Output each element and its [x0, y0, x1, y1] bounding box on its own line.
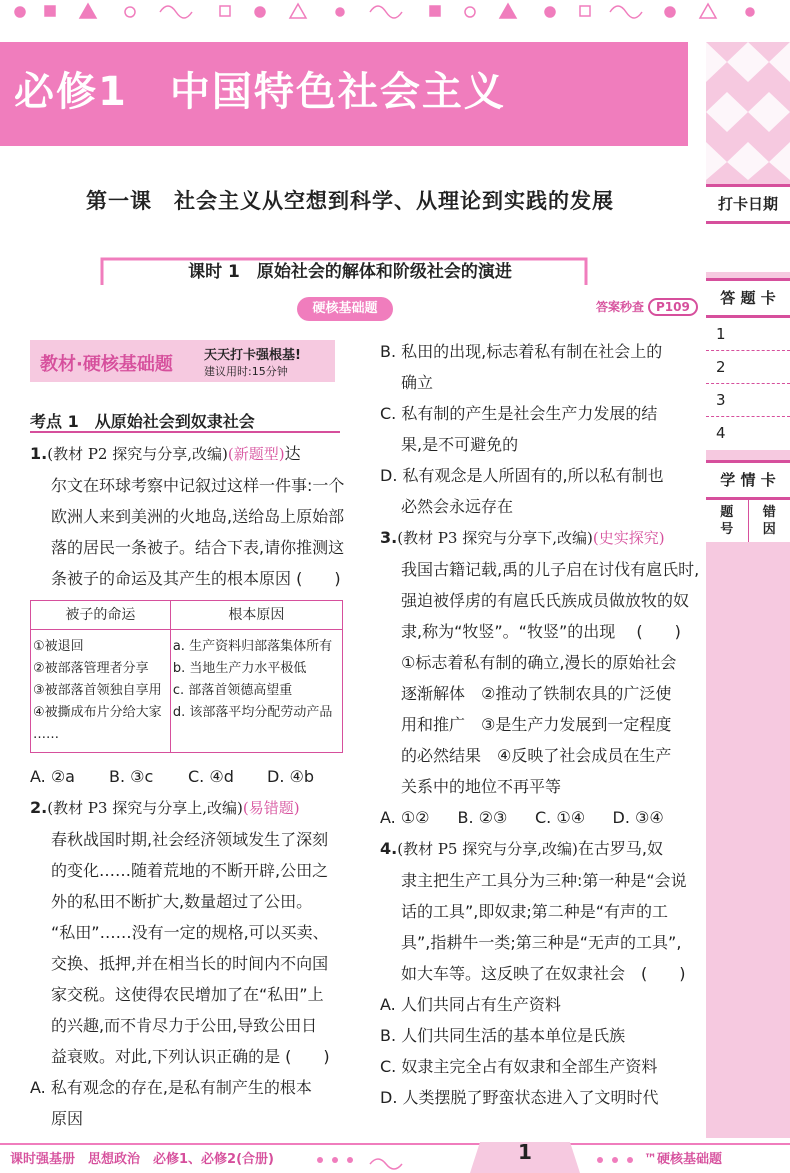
answer-check[interactable] — [596, 298, 698, 316]
answer-card-label: 答 题 卡 — [706, 281, 790, 318]
chapter-banner — [0, 42, 688, 146]
option-b[interactable]: B. 人们共同生活的基本单位是氏族 — [380, 1026, 626, 1045]
option-c[interactable]: C. ④d — [188, 767, 234, 786]
q1-options — [30, 761, 350, 792]
kaodian-title: 考点 1 从原始社会到奴隶社会 — [30, 412, 255, 431]
q-text: 的变化……随着荒地的不断开辟,公田之 — [51, 861, 329, 880]
study-card-columns — [706, 500, 790, 542]
option-c[interactable]: C. 私有制的产生是社会生产力发展的结 — [380, 404, 658, 423]
table-cell: ②被部落管理者分享 — [33, 661, 149, 676]
option-c[interactable]: C. ①④ — [535, 808, 586, 827]
option-b-cont: 确立 — [401, 373, 434, 392]
question-2 — [30, 792, 350, 1134]
top-decoration — [0, 0, 790, 32]
table-header: 被子的命运 — [31, 601, 171, 630]
q-source: (教材 P5 探究与分享,改编) — [397, 840, 578, 858]
q-text: 的必然结果 ④反映了社会成员在生产 — [401, 746, 672, 765]
section-title: 教材·硬核基础题 — [40, 354, 173, 375]
table-cell: c. 部落首领德高望重 — [172, 683, 293, 698]
checkin-box — [706, 184, 790, 272]
option-d[interactable]: D. 私有观念是人所固有的,所以私有制也 — [380, 466, 664, 485]
option-b[interactable]: B. ③c — [109, 767, 154, 786]
q-text: 达 — [284, 444, 301, 463]
q-text: 欧洲人来到美洲的火地岛,送给岛上原始部 — [51, 507, 345, 526]
table-cell: ③被部落首领独自享用 — [33, 683, 162, 698]
section-banner — [30, 340, 335, 382]
answer-check-page: P109 — [648, 298, 698, 316]
q-text: ①标志着私有制的确立,漫长的原始社会 — [401, 653, 677, 672]
q-tag: (史实探究) — [592, 529, 665, 547]
q-number: 1. — [30, 444, 48, 463]
q-text: 条被子的命运及其产生的根本原因 ( ) — [51, 569, 341, 588]
option-d[interactable]: D. ④b — [267, 767, 314, 786]
option-a-cont: 原因 — [51, 1109, 84, 1128]
option-a[interactable]: A. ①② — [380, 808, 430, 827]
q-number: 4. — [380, 839, 398, 858]
q-text: 益衰败。对此,下列认识正确的是 ( ) — [51, 1047, 330, 1066]
page-number: 1 — [518, 1140, 532, 1164]
checkin-label: 打卡日期 — [706, 187, 790, 224]
q-text: 尔文在环球考察中记叙过这样一件事:一个 — [51, 476, 345, 495]
section-slogan: 天天打卡强根基! — [204, 348, 301, 363]
q-text: 的兴趣,而不肯尽力于公田,导致公田日 — [51, 1016, 318, 1035]
option-b[interactable]: B. ②③ — [457, 808, 508, 827]
q-text: “私田”……没有一定的规格,可以买卖、 — [51, 923, 329, 942]
answer-card — [706, 278, 790, 450]
section-time: 建议用时:15分钟 — [204, 365, 288, 378]
q-text: 我国古籍记载,禹的儿子启在讨伐有扈氏时, — [401, 560, 700, 579]
sidebar-pattern — [706, 42, 790, 180]
q-tag: (新题型) — [227, 445, 285, 463]
table-cell: b. 当地生产力水平极低 — [172, 661, 307, 676]
table-cell: ①被退回 — [33, 639, 84, 654]
option-a[interactable]: A. ②a — [30, 767, 75, 786]
q-text: 如大车等。这反映了在奴隶社会 ( ) — [401, 964, 686, 983]
q-text: 在古罗马,奴 — [577, 839, 663, 858]
q-text: 强迫被俘虏的有扈氏氏族成员做放牧的奴 — [401, 591, 690, 610]
footer-book-title: 课时强基册 思想政治 必修1、必修2(合册) — [10, 1152, 274, 1167]
option-d-cont: 必然会永远存在 — [401, 497, 514, 516]
footer-series: ™硬核基础题 — [644, 1152, 723, 1167]
answer-num: 1 — [716, 325, 726, 343]
answer-row-1[interactable] — [706, 318, 790, 351]
option-b[interactable]: B. 私田的出现,标志着私有制在社会上的 — [380, 342, 663, 361]
col-label: 因 — [762, 522, 776, 537]
answer-num: 3 — [716, 391, 726, 409]
option-c[interactable]: C. 奴隶主完全占有奴隶和全部生产资料 — [380, 1057, 658, 1076]
q-source: (教材 P3 探究与分享下,改编) — [397, 529, 593, 547]
q-number: 2. — [30, 798, 48, 817]
option-a[interactable]: A. 人们共同占有生产资料 — [380, 995, 561, 1014]
kaodian-underline — [30, 431, 340, 433]
left-column — [30, 438, 350, 1134]
table-cell: …… — [33, 727, 59, 742]
fate-table — [30, 600, 343, 753]
option-a[interactable]: A. 私有观念的存在,是私有制产生的根本 — [30, 1078, 312, 1097]
study-card — [706, 460, 790, 542]
option-d[interactable]: D. 人类摆脱了野蛮状态进入了文明时代 — [380, 1088, 659, 1107]
right-column — [380, 336, 700, 1113]
table-cell: a. 生产资料归部落集体所有 — [172, 639, 333, 654]
hardcore-badge: 硬核基础题 — [297, 297, 393, 321]
subsection-title: 课时 1 原始社会的解体和阶级社会的演进 — [188, 262, 512, 282]
chapter-title: 必修1 中国特色社会主义 — [14, 69, 506, 115]
q3-options — [380, 802, 690, 833]
lesson-title: 第一课 社会主义从空想到科学、从理论到实践的发展 — [86, 189, 614, 213]
option-d[interactable]: D. ③④ — [612, 808, 664, 827]
q-text: 逐渐解体 ②推动了铁制农具的广泛使 — [401, 684, 672, 703]
q-text: 具”,指耕牛一类;第三种是“无声的工具”, — [401, 933, 682, 952]
q-source: (教材 P2 探究与分享,改编) — [47, 445, 228, 463]
answer-check-label: 答案秒查 — [596, 300, 645, 314]
answer-num: 2 — [716, 358, 726, 376]
q-tag: (易错题) — [242, 799, 300, 817]
q-text: 春秋战国时期,社会经济领域发生了深刻 — [51, 830, 329, 849]
q-text: 隶,称为“牧竖”。“牧竖”的出现 ( ) — [401, 622, 681, 641]
answer-num: 4 — [716, 424, 726, 442]
q-text: 话的工具”,即奴隶;第二种是“有声的工 — [401, 902, 669, 921]
q-source: (教材 P3 探究与分享上,改编) — [47, 799, 243, 817]
q-text: 交换、抵押,并在相当长的时间内不向国 — [51, 954, 329, 973]
col-label: 号 — [720, 522, 734, 537]
table-header: 根本原因 — [170, 601, 342, 630]
answer-row-3[interactable] — [706, 384, 790, 417]
right-sidebar — [706, 42, 790, 1147]
col-label: 题 — [720, 505, 734, 520]
answer-row-2[interactable] — [706, 351, 790, 384]
question-1 — [30, 438, 350, 792]
q-text: 家交税。这使得农民增加了在“私田”上 — [51, 985, 324, 1004]
option-c-cont: 果,是不可避免的 — [401, 435, 519, 454]
col-label: 错 — [762, 505, 776, 520]
study-card-label: 学 情 卡 — [706, 463, 790, 500]
table-cell: d. 该部落平均分配劳动产品 — [172, 705, 333, 720]
q-text: 关系中的地位不再平等 — [401, 777, 562, 796]
q-text: 落的居民一条被子。结合下表,请你推测这 — [51, 538, 345, 557]
question-3 — [380, 522, 700, 833]
q-text: 外的私田不断扩大,数量超过了公田。 — [51, 892, 313, 911]
answer-row-4[interactable] — [706, 417, 790, 450]
q-number: 3. — [380, 528, 398, 547]
table-cell: ④被撕成布片分给大家 — [33, 705, 162, 720]
q-text: 用和推广 ③是生产力发展到一定程度 — [401, 715, 672, 734]
q-text: 隶主把生产工具分为三种:第一种是“会说 — [401, 871, 687, 890]
question-4 — [380, 833, 690, 1113]
